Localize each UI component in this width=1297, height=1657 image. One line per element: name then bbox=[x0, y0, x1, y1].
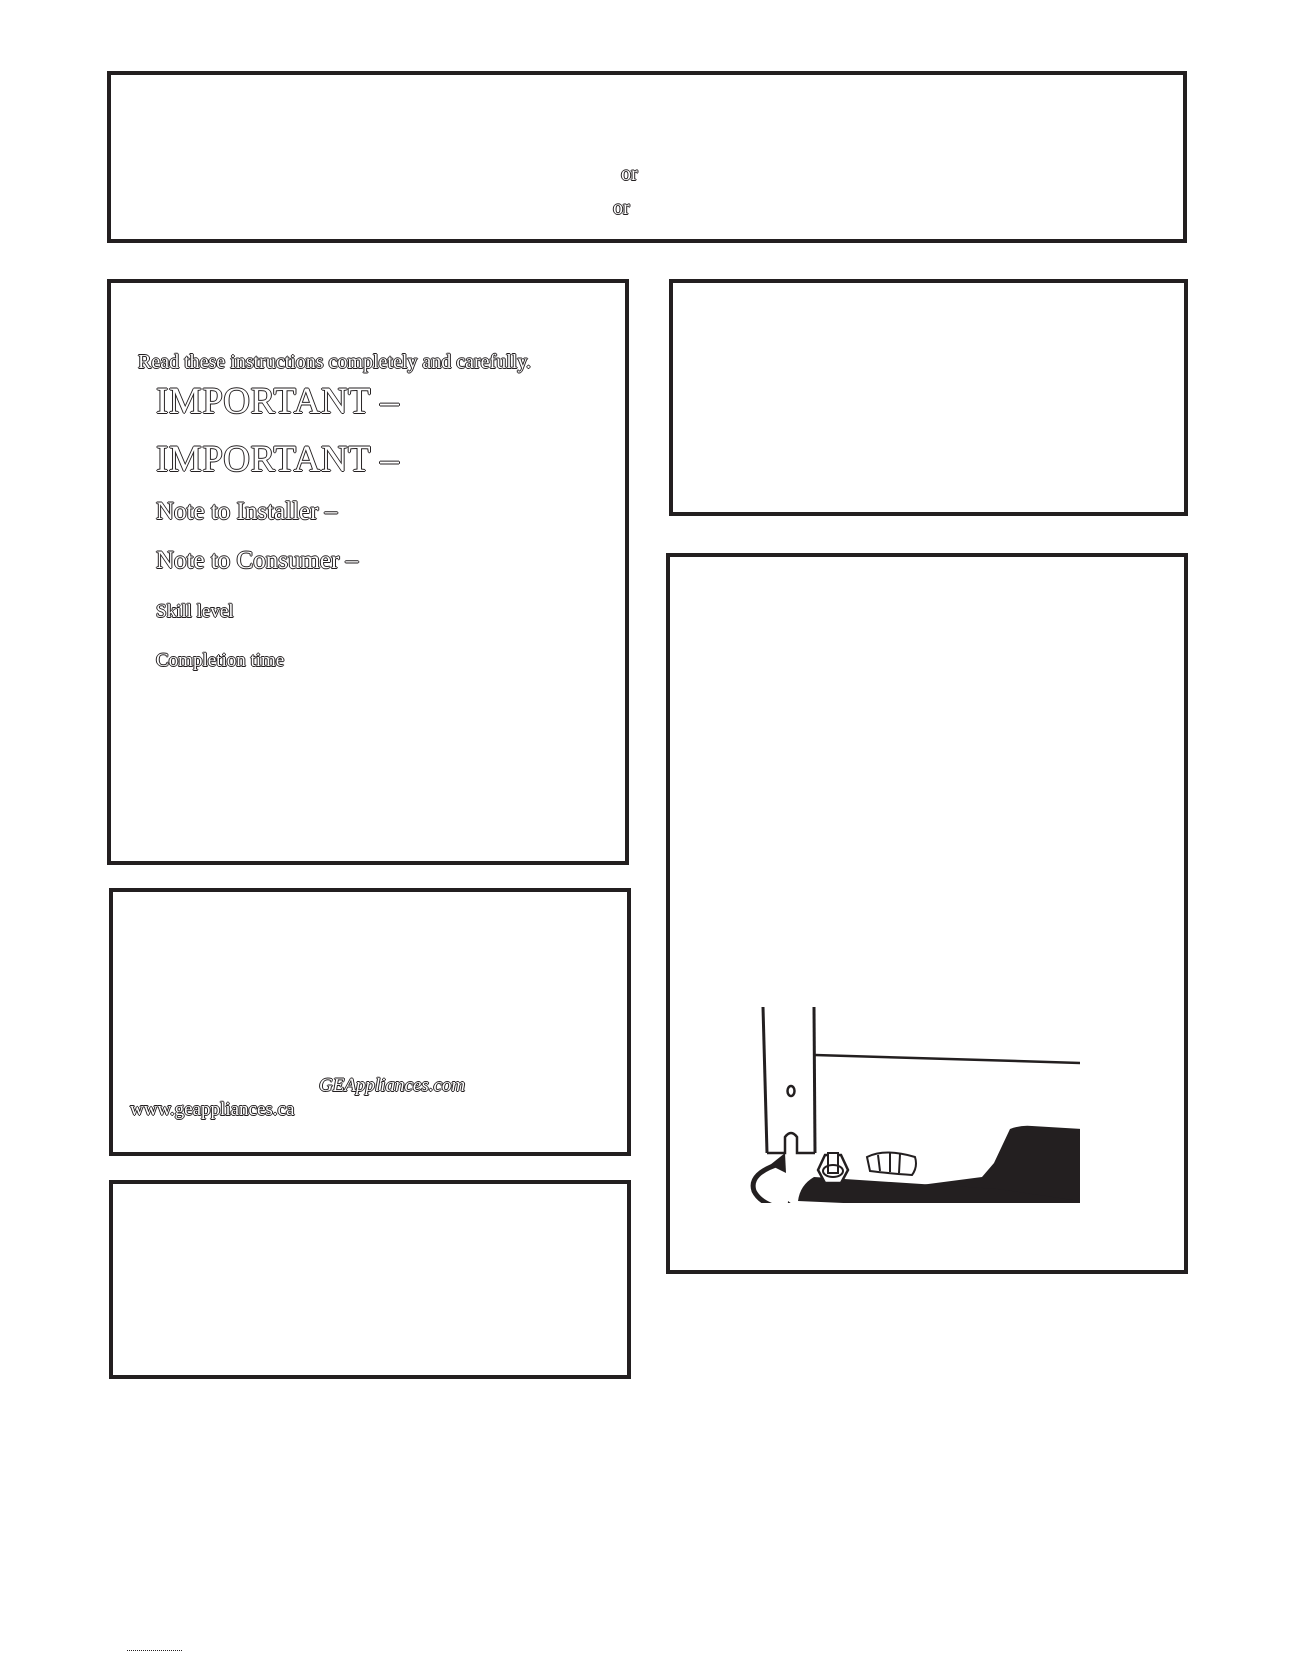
parts-box bbox=[109, 1180, 631, 1379]
skill-level-label: Skill level bbox=[156, 601, 234, 622]
completion-time-label: Completion time bbox=[156, 650, 285, 671]
before-you-begin-box bbox=[107, 279, 629, 865]
or-text-1: or bbox=[621, 163, 638, 185]
note-to-consumer: Note to Consumer – bbox=[156, 547, 359, 574]
read-instructions-line: Read these instructions completely and carefully. bbox=[138, 351, 532, 373]
or-text-2: or bbox=[613, 197, 630, 219]
geappliances-ca-link[interactable]: www.geappliances.ca bbox=[130, 1099, 295, 1120]
contact-box bbox=[109, 888, 631, 1156]
important-heading-1: IMPORTANT – bbox=[156, 381, 400, 422]
header-box bbox=[107, 71, 1187, 243]
leveling-leg-illustration-icon bbox=[740, 1005, 1080, 1203]
leveling-box bbox=[666, 553, 1188, 1274]
footer-rule bbox=[127, 1650, 182, 1651]
geappliances-link[interactable]: GEAppliances.com bbox=[319, 1075, 466, 1096]
important-heading-2: IMPORTANT – bbox=[156, 439, 400, 480]
note-to-installer: Note to Installer – bbox=[156, 498, 338, 525]
tools-box bbox=[669, 279, 1188, 516]
